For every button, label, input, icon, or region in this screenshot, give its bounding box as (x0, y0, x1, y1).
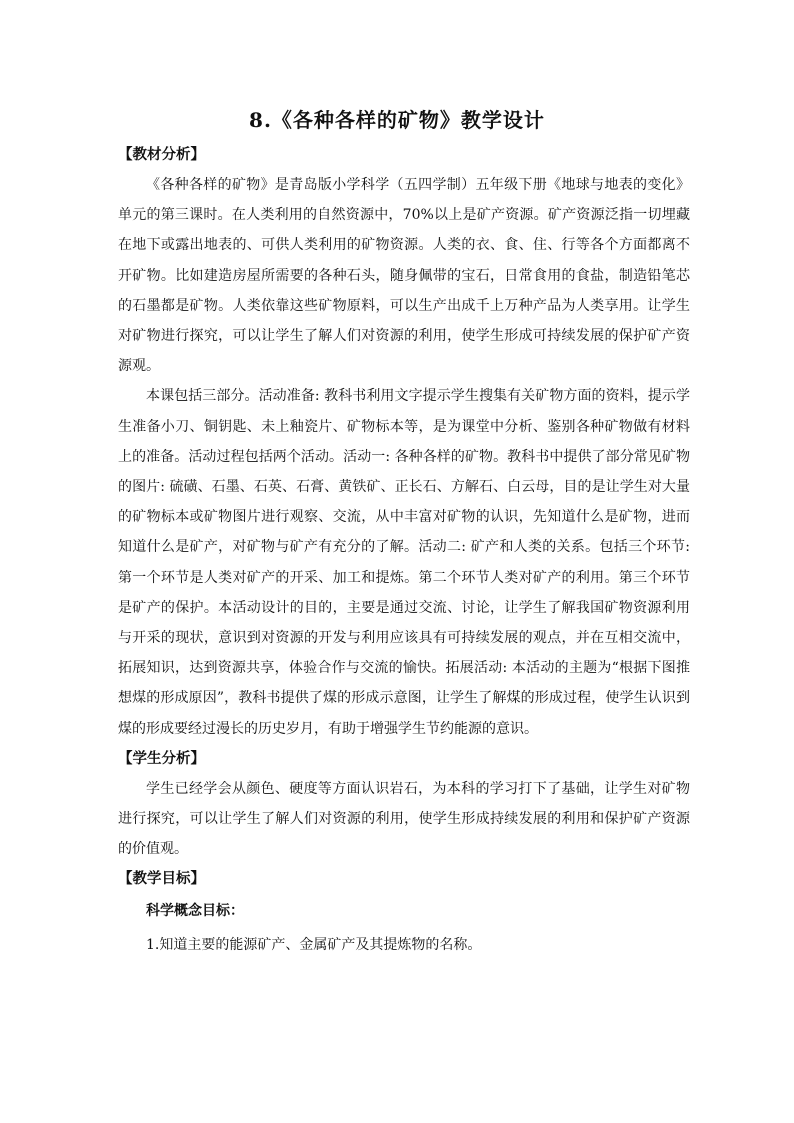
paragraph: 本课包括三部分。活动准备: 教科书利用文字提示学生搜集有关矿物方面的资料，提示学生准备小刀、铜钥匙、未上釉瓷片、矿物标本等，是为课堂中分析、鉴别各种矿物做有材料上的准备。活动过程包括两个活动。活动一: 各种各样的矿物。教科书中提供了部分常见矿物的图片: 硫磺、石墨、石英、石膏、黄铁矿、正长石、方解石、白云母，目的是让学生对大量的矿物标本或矿物图片进行观察、交流，从中丰富对矿物的认识，先知道什么是矿物，进而知道什么是矿产，对矿物与矿产有充分的了解。活动二: 矿产和人类的关系。包括三个环节: 第一个环节是人类对矿产的开采、加工和提炼。第二个环节人类对矿产的利用。第三个环节是矿产的保护。本活动设计的目的，主要是通过交流、讨论，让学生了解我国矿物资源利用与开采的现状，意识到对资源的开发与利用应该具有可持续发展的观点，并在互相交流中，拓展知识，达到资源共享，体验合作与交流的愉快。拓展活动: 本活动的主题为“根据下图推想煤的形成原因”，教科书提供了煤的形成示意图，让学生了解煤的形成过程，使学生认识到煤的形成要经过漫长的历史岁月，有助于增强学生节约能源的意识。 (118, 388, 690, 737)
section-textbook-analysis (118, 140, 690, 744)
section-student-analysis (118, 744, 690, 865)
section-teaching-goals (118, 864, 690, 962)
list-item: 1.知道主要的能源矿产、金属矿产及其提炼物的名称。 (146, 937, 482, 954)
section-heading: 【教材分析】 (118, 146, 205, 163)
paragraph: 《各种各样的矿物》是青岛版小学科学（五四学制）五年级下册《地球与地表的变化》单元的第三课时。在人类利用的自然资源中，70%以上是矿产资源。矿产资源泛指一切埋藏在地下或露出地表的、可供人类利用的矿物资源。人类的衣、食、住、行等各个方面都离不开矿物。比如建造房屋所需要的各种石头，随身佩带的宝石，日常食用的食盐，制造铅笔芯的石墨都是矿物。人类依靠这些矿物原料，可以生产出成千上万种产品为人类享用。让学生对矿物进行探究，可以让学生了解人们对资源的利用，使学生形成可持续发展的保护矿产资源观。 (118, 177, 690, 375)
sub-heading: 科学概念目标： (146, 903, 244, 920)
section-heading: 【教学目标】 (118, 870, 205, 888)
paragraph: 学生已经学会从颜色、硬度等方面认识岩石，为本科的学习打下了基础，让学生对矿物进行探究，可以让学生了解人们对资源的利用，使学生形成持续发展的利用和保护矿产资源的价值观。 (118, 780, 690, 858)
document-body (118, 140, 690, 962)
section-heading: 【学生分析】 (118, 749, 205, 767)
document-title: 8.《各种各样的矿物》教学设计 (249, 108, 545, 132)
